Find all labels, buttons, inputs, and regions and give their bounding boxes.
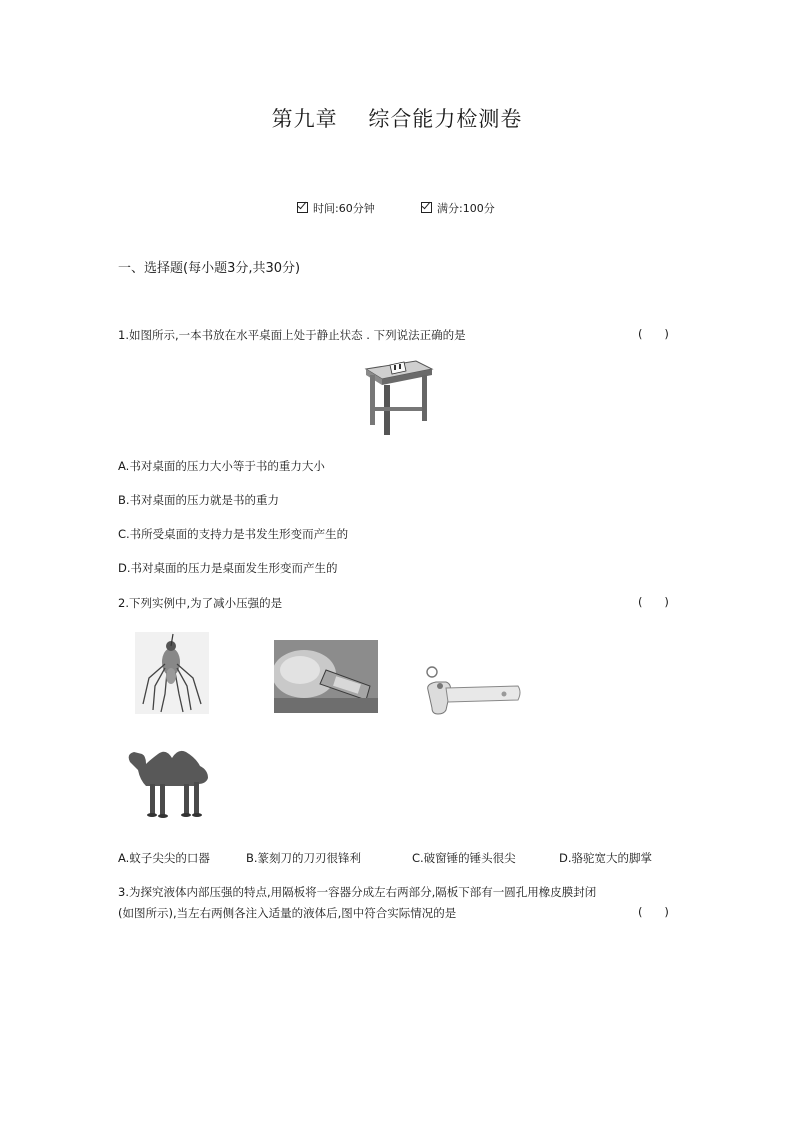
question-3-answer-paren: ( ) [638, 905, 669, 919]
section-heading: 一、选择题(每小题3分,共30分) [118, 261, 301, 276]
question-2-answer-paren: ( ) [638, 595, 669, 609]
checkbox-icon [297, 202, 308, 213]
question-2-option-d: D.骆驼宽大的脚掌 [559, 851, 653, 865]
question-1-option-a: A.书对桌面的压力大小等于书的重力大小 [118, 459, 325, 473]
question-2-option-c: C.破窗锤的锤头很尖 [412, 851, 516, 865]
question-2-option-a: A.蚊子尖尖的口器 [118, 851, 210, 865]
carving-knife-image [274, 640, 378, 713]
exam-score [414, 187, 495, 216]
question-1-stem: 1.如图所示,一本书放在水平桌面上处于静止状态 . 下列说法正确的是 [118, 328, 466, 342]
question-2-option-b: B.篆刻刀的刀刃很锋利 [246, 851, 362, 865]
question-1-answer-paren: ( ) [638, 327, 669, 341]
exam-time-text: 时间:60分钟 [313, 202, 375, 215]
exam-time [290, 187, 375, 216]
exam-score-text: 满分:100分 [437, 202, 495, 215]
mosquito-image [135, 632, 209, 714]
question-2-stem: 2.下列实例中,为了减小压强的是 [118, 596, 283, 610]
window-breaker-hammer-image [418, 662, 524, 716]
question-1-option-b: B.书对桌面的压力就是书的重力 [118, 493, 280, 507]
page-title: 第九章 综合能力检测卷 [271, 107, 523, 131]
question-1-option-c: C.书所受桌面的支持力是书发生形变而产生的 [118, 527, 349, 541]
question-1-option-d: D.书对桌面的压力是桌面发生形变而产生的 [118, 561, 338, 575]
camel-image [122, 740, 214, 818]
table-with-book-image [360, 355, 436, 437]
question-3-stem-line-2: (如图所示),当左右两侧各注入适量的液体后,图中符合实际情况的是 [118, 906, 457, 920]
question-3-stem-line-1: 3.为探究液体内部压强的特点,用隔板将一容器分成左右两部分,隔板下部有一圆孔用橡皮膜封闭 [118, 885, 597, 899]
checkbox-icon [421, 202, 432, 213]
